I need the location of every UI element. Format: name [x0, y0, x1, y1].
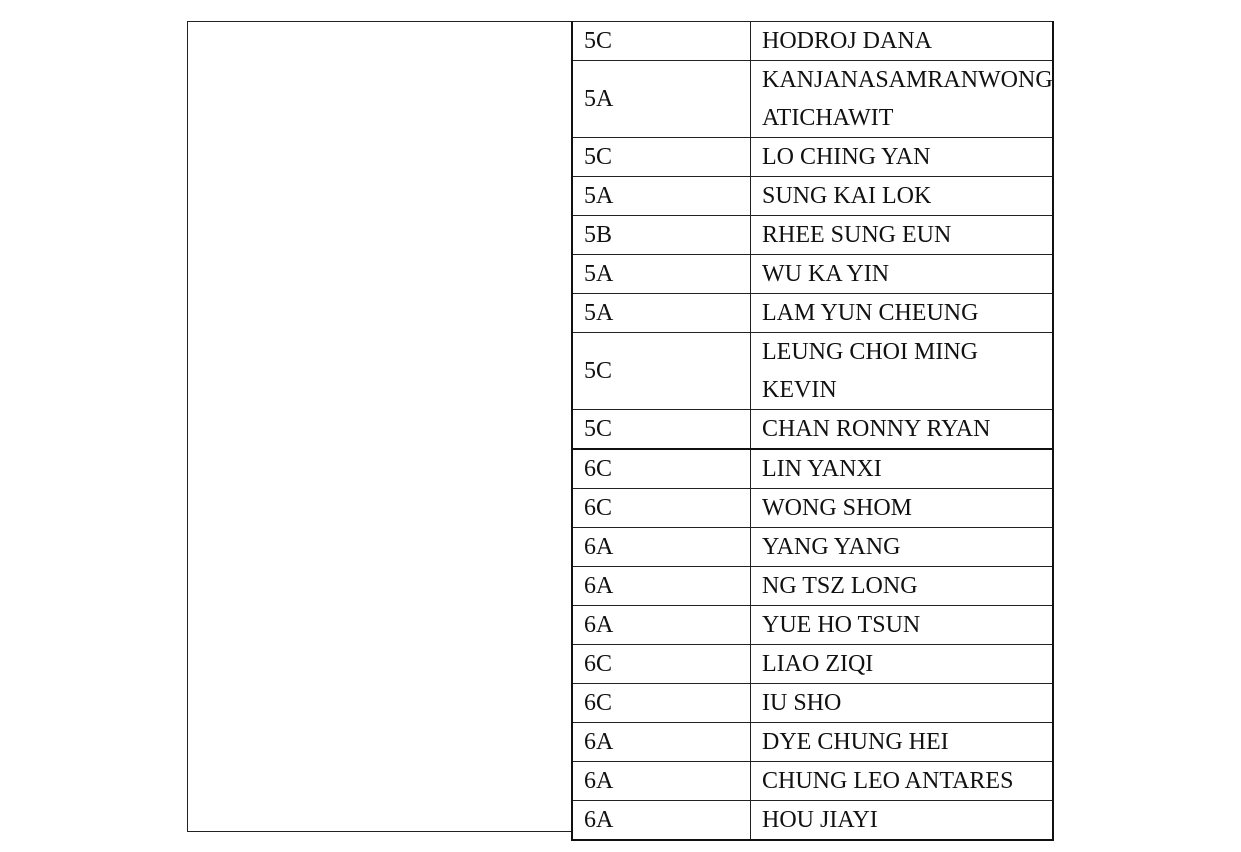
merged-empty-cell — [187, 21, 571, 832]
class-cell: 5C — [572, 22, 751, 61]
student-name-cell: WU KA YIN — [751, 255, 1054, 294]
class-cell: 6C — [572, 684, 751, 723]
student-name-cell: DYE CHUNG HEI — [751, 723, 1054, 762]
student-name-cell: IU SHO — [751, 684, 1054, 723]
student-name-cell: NG TSZ LONG — [751, 567, 1054, 606]
table-row — [572, 528, 1053, 567]
class-cell: 6C — [572, 449, 751, 489]
student-name-cell: LIN YANXI — [751, 449, 1054, 489]
class-cell: 6A — [572, 528, 751, 567]
student-name-cell: RHEE SUNG EUN — [751, 216, 1054, 255]
class-cell: 5A — [572, 177, 751, 216]
student-name-cell: YANG YANG — [751, 528, 1054, 567]
student-name-cell: LO CHING YAN — [751, 138, 1054, 177]
student-name-cell: LIAO ZIQI — [751, 645, 1054, 684]
table-row — [572, 333, 1053, 410]
table-row — [572, 489, 1053, 528]
student-name-cell: HOU JIAYI — [751, 801, 1054, 841]
table-row — [572, 61, 1053, 138]
student-name-cell: YUE HO TSUN — [751, 606, 1054, 645]
student-name-cell: LAM YUN CHEUNG — [751, 294, 1054, 333]
class-cell: 5C — [572, 138, 751, 177]
document-table — [187, 21, 1054, 832]
class-cell: 6A — [572, 723, 751, 762]
table-row — [572, 684, 1053, 723]
student-name-cell: KANJANASAMRANWONG ATICHAWIT — [751, 61, 1054, 138]
class-cell: 5B — [572, 216, 751, 255]
class-cell: 6C — [572, 489, 751, 528]
table-row — [572, 255, 1053, 294]
table-row — [572, 801, 1053, 841]
class-cell: 5A — [572, 61, 751, 138]
student-roster-table — [571, 21, 1054, 841]
class-cell: 5C — [572, 410, 751, 450]
table-row — [572, 410, 1053, 450]
class-cell: 5A — [572, 294, 751, 333]
student-name-cell: LEUNG CHOI MING KEVIN — [751, 333, 1054, 410]
table-row — [572, 177, 1053, 216]
table-row — [572, 606, 1053, 645]
class-cell: 6A — [572, 762, 751, 801]
student-name-cell: HODROJ DANA — [751, 22, 1054, 61]
class-cell: 6C — [572, 645, 751, 684]
student-name-cell: WONG SHOM — [751, 489, 1054, 528]
table-row — [572, 567, 1053, 606]
table-row — [572, 723, 1053, 762]
class-cell: 5C — [572, 333, 751, 410]
table-row — [572, 449, 1053, 489]
class-cell: 6A — [572, 801, 751, 841]
table-row — [572, 216, 1053, 255]
table-row — [572, 645, 1053, 684]
table-row — [572, 762, 1053, 801]
student-name-cell: CHUNG LEO ANTARES — [751, 762, 1054, 801]
class-cell: 6A — [572, 606, 751, 645]
class-cell: 5A — [572, 255, 751, 294]
table-row — [572, 138, 1053, 177]
table-row — [572, 294, 1053, 333]
table-row — [572, 22, 1053, 61]
student-name-cell: CHAN RONNY RYAN — [751, 410, 1054, 450]
student-name-cell: SUNG KAI LOK — [751, 177, 1054, 216]
class-cell: 6A — [572, 567, 751, 606]
